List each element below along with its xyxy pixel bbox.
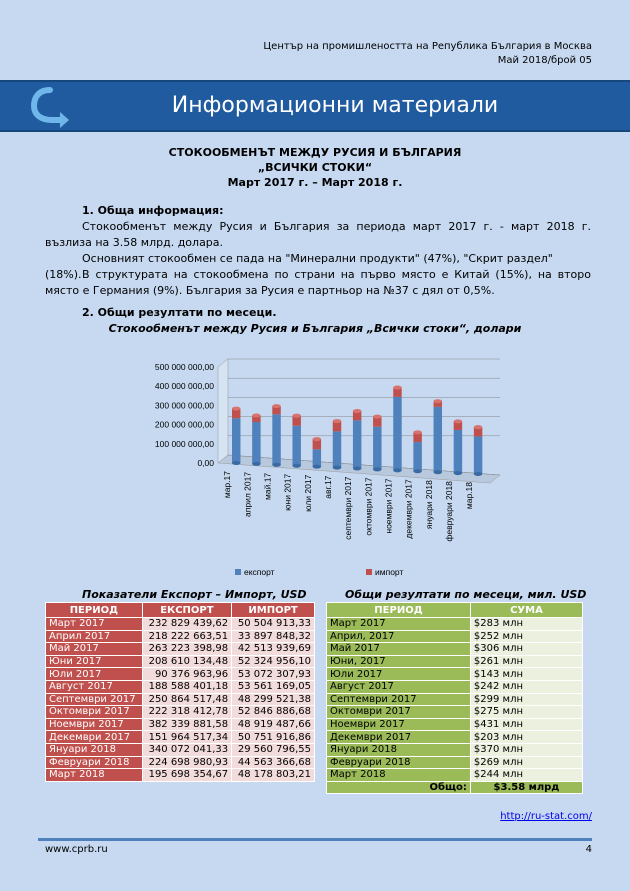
table-row <box>327 769 583 782</box>
table-row <box>46 668 315 681</box>
x-tick-label: май.17 <box>262 472 273 500</box>
x-tick-label: октомври 2017 <box>363 477 374 536</box>
import-cell: 29 560 796,55 <box>232 743 315 756</box>
bar-import-top <box>292 414 300 418</box>
import-cell: 50 504 913,33 <box>232 618 315 631</box>
import-cell: 52 846 886,68 <box>232 706 315 719</box>
period-cell: Септември 2017 <box>46 693 143 706</box>
table-row <box>46 706 315 719</box>
section1-heading: 1. Обща информация: <box>82 204 224 217</box>
chart-title: Стокообменът между Русия и България „Всички стоки“, долари <box>108 322 522 335</box>
bar-export <box>292 426 300 466</box>
paragraph-1: Стокообменът между Русия и България за периода март 2017 г. - март 2018 г. възлиза на 3.58 млрд. долара. <box>45 220 591 249</box>
bar-export-base <box>292 464 300 468</box>
import-cell: 42 513 939,69 <box>232 643 315 656</box>
total-value: $3.58 млрд <box>470 781 582 794</box>
period-cell: Август 2017 <box>46 680 143 693</box>
period-cell: Април 2017 <box>46 630 143 643</box>
period-cell: Септември 2017 <box>327 693 471 706</box>
export-import-table <box>45 602 315 782</box>
article-title-1: СТОКООБМЕНЪТ МЕЖДУ РУСИЯ И БЪЛГАРИЯ <box>168 146 462 159</box>
column-header: ПЕРИОД <box>46 603 143 618</box>
y-tick-label: 500 000 000,00 <box>154 362 214 372</box>
monthly-totals-table <box>326 602 583 794</box>
table-row <box>46 756 315 769</box>
source-link[interactable]: http://ru-stat.com/ <box>500 811 592 822</box>
sum-cell: $283 млн <box>470 618 582 631</box>
legend-swatch-import <box>366 569 372 575</box>
bar-import-top <box>232 407 240 411</box>
legend-swatch-export <box>235 569 241 575</box>
banner-title: Информационни материали <box>171 93 499 118</box>
period-cell: Март 2018 <box>327 769 471 782</box>
bar-export-base <box>373 467 381 471</box>
x-tick-label: февруари 2018 <box>443 481 454 542</box>
x-tick-label: авг.17 <box>323 475 334 499</box>
table-row <box>327 743 583 756</box>
bar-import-top <box>454 419 462 423</box>
import-cell: 44 563 366,68 <box>232 756 315 769</box>
period-cell: Декември 2017 <box>46 731 143 744</box>
x-tick-label: септември 2017 <box>343 476 354 540</box>
x-tick-label: април 2017 <box>242 471 253 517</box>
import-cell: 48 178 803,21 <box>232 769 315 782</box>
bar-export-base <box>413 469 421 473</box>
header-org: Център на промишлеността на Република България в Москва <box>263 41 592 52</box>
period-cell: Август 2017 <box>327 680 471 693</box>
bar-export <box>393 397 401 470</box>
bar-import-top <box>434 399 442 403</box>
table-row <box>46 769 315 782</box>
period-cell: Октомври 2017 <box>46 706 143 719</box>
bar-export <box>373 427 381 470</box>
bar-export-base <box>252 462 260 466</box>
table-row <box>327 706 583 719</box>
export-cell: 90 376 963,96 <box>142 668 231 681</box>
period-cell: Февруари 2018 <box>46 756 143 769</box>
bar-import-top <box>474 425 482 429</box>
legend-label-export: експорт <box>244 567 275 577</box>
total-label: Общо: <box>327 781 471 794</box>
x-tick-label: ноември 2017 <box>383 478 394 534</box>
legend-label-import: импорт <box>375 567 404 577</box>
bar-export <box>413 442 421 471</box>
paragraph-3: В структурата на стокообмена по страни на първо място е Китай (15%), на второ място е Германия (9%). България за Русия е партньор на №37 с дял от 0,5%. <box>45 268 591 297</box>
page-number: 4 <box>585 844 592 855</box>
sum-cell: $244 млн <box>470 769 582 782</box>
table-row <box>327 693 583 706</box>
bar-import-top <box>413 430 421 434</box>
y-tick-label: 0,00 <box>197 458 214 468</box>
chart-side-wall <box>218 359 228 463</box>
sum-cell: $275 млн <box>470 706 582 719</box>
table-row <box>46 618 315 631</box>
bar-import-top <box>272 404 280 408</box>
bar-export <box>434 407 442 472</box>
export-cell: 222 318 412,78 <box>142 706 231 719</box>
table-row <box>46 680 315 693</box>
import-cell: 53 072 307,93 <box>232 668 315 681</box>
bar-export-base <box>232 461 240 465</box>
import-cell: 50 751 916,86 <box>232 731 315 744</box>
bar-export-base <box>474 472 482 476</box>
table-row <box>46 693 315 706</box>
y-tick-label: 300 000 000,00 <box>154 400 214 411</box>
period-cell: Юни 2017 <box>46 655 143 668</box>
import-cell: 33 897 848,32 <box>232 630 315 643</box>
column-header: ИМПОРТ <box>232 603 315 618</box>
paragraph-2: Основният стокообмен се пада на "Минерални продукти" (47%), "Скрит раздел" (18%). <box>45 252 553 281</box>
export-cell: 263 223 398,98 <box>142 643 231 656</box>
bar-export <box>353 420 361 468</box>
bar-export <box>232 418 240 463</box>
period-cell: Май 2017 <box>327 643 471 656</box>
export-cell: 382 339 881,58 <box>142 718 231 731</box>
bar-export <box>272 414 280 465</box>
x-tick-label: януари 2018 <box>423 480 434 530</box>
section2-heading: 2. Общи резултати по месеци. <box>82 306 277 319</box>
bar-export <box>474 436 482 474</box>
bar-export-base <box>454 471 462 475</box>
x-tick-label: мар.18 <box>464 482 475 510</box>
import-cell: 52 324 956,10 <box>232 655 315 668</box>
table-row <box>327 668 583 681</box>
export-cell: 208 610 134,48 <box>142 655 231 668</box>
bar-import-top <box>313 437 321 441</box>
x-tick-label: мар.17 <box>222 471 233 499</box>
period-cell: Януари 2018 <box>46 743 143 756</box>
table-row <box>327 731 583 744</box>
period-cell: Март 2018 <box>46 769 143 782</box>
export-cell: 218 222 663,51 <box>142 630 231 643</box>
bar-import-top <box>353 409 361 413</box>
sum-cell: $143 млн <box>470 668 582 681</box>
period-cell: Март 2017 <box>46 618 143 631</box>
bar-export-base <box>353 467 361 471</box>
sum-cell: $261 млн <box>470 655 582 668</box>
period-cell: Май 2017 <box>46 643 143 656</box>
export-cell: 188 588 401,18 <box>142 680 231 693</box>
table-row <box>46 718 315 731</box>
sum-cell: $431 млн <box>470 718 582 731</box>
import-cell: 48 299 521,38 <box>232 693 315 706</box>
total-row <box>327 781 583 794</box>
bar-export <box>313 449 321 466</box>
bar-export <box>252 422 260 464</box>
table-row <box>327 643 583 656</box>
footer-divider <box>38 838 592 841</box>
table-row <box>327 655 583 668</box>
bar-export-base <box>272 463 280 467</box>
import-cell: 48 919 487,66 <box>232 718 315 731</box>
table2-caption: Общи резултати по месеци, мил. USD <box>345 588 587 601</box>
sum-cell: $299 млн <box>470 693 582 706</box>
export-cell: 232 829 439,62 <box>142 618 231 631</box>
bar-export <box>333 431 341 467</box>
table-row <box>46 630 315 643</box>
bar-import-top <box>333 419 341 423</box>
table-row <box>327 680 583 693</box>
bar-export-base <box>434 470 442 474</box>
column-header: ПЕРИОД <box>327 603 471 618</box>
table-row <box>327 718 583 731</box>
export-cell: 195 698 354,67 <box>142 769 231 782</box>
period-cell: Април, 2017 <box>327 630 471 643</box>
period-cell: Ноември 2017 <box>327 718 471 731</box>
bar-import-top <box>373 415 381 419</box>
table-row <box>46 655 315 668</box>
export-cell: 151 964 517,34 <box>142 731 231 744</box>
export-cell: 250 864 517,48 <box>142 693 231 706</box>
period-cell: Януари 2018 <box>327 743 471 756</box>
x-tick-label: юни 2017 <box>282 473 293 511</box>
header-issue: Май 2018/брой 05 <box>497 55 592 66</box>
table-row <box>327 630 583 643</box>
article-title-2: „ВСИЧКИ СТОКИ“ <box>257 161 373 174</box>
period-cell: Юли 2017 <box>327 668 471 681</box>
column-header: СУМА <box>470 603 582 618</box>
table-row <box>327 756 583 769</box>
sum-cell: $306 млн <box>470 643 582 656</box>
period-cell: Юни, 2017 <box>327 655 471 668</box>
period-cell: Ноември 2017 <box>46 718 143 731</box>
export-cell: 224 698 980,93 <box>142 756 231 769</box>
sum-cell: $252 млн <box>470 630 582 643</box>
table-row <box>46 743 315 756</box>
period-cell: Декември 2017 <box>327 731 471 744</box>
y-tick-label: 200 000 000,00 <box>154 419 214 430</box>
sum-cell: $242 млн <box>470 680 582 693</box>
bar-export-base <box>333 466 341 470</box>
bar-export-base <box>313 465 321 469</box>
table-row <box>46 643 315 656</box>
sum-cell: $269 млн <box>470 756 582 769</box>
y-tick-label: 100 000 000,00 <box>154 438 214 449</box>
import-cell: 53 561 169,05 <box>232 680 315 693</box>
x-tick-label: юли 2017 <box>302 474 313 512</box>
x-tick-label: декември 2017 <box>403 479 414 539</box>
section-banner <box>0 80 630 132</box>
stacked-bar-chart <box>130 345 510 585</box>
article-title-3: Март 2017 г. – Март 2018 г. <box>227 176 403 189</box>
period-cell: Юли 2017 <box>46 668 143 681</box>
bar-export <box>454 430 462 473</box>
y-tick-label: 400 000 000,00 <box>154 381 214 392</box>
sum-cell: $203 млн <box>470 731 582 744</box>
bar-import-top <box>393 386 401 390</box>
export-cell: 340 072 041,33 <box>142 743 231 756</box>
period-cell: Февруари 2018 <box>327 756 471 769</box>
period-cell: Октомври 2017 <box>327 706 471 719</box>
table-row <box>327 618 583 631</box>
period-cell: Март 2017 <box>327 618 471 631</box>
bar-export-base <box>393 468 401 472</box>
table-row <box>46 731 315 744</box>
footer-site: www.cprb.ru <box>45 844 108 855</box>
column-header: ЕКСПОРТ <box>142 603 231 618</box>
table1-caption: Показатели Експорт – Импорт, USD <box>82 588 307 601</box>
bar-import-top <box>252 414 260 418</box>
sum-cell: $370 млн <box>470 743 582 756</box>
